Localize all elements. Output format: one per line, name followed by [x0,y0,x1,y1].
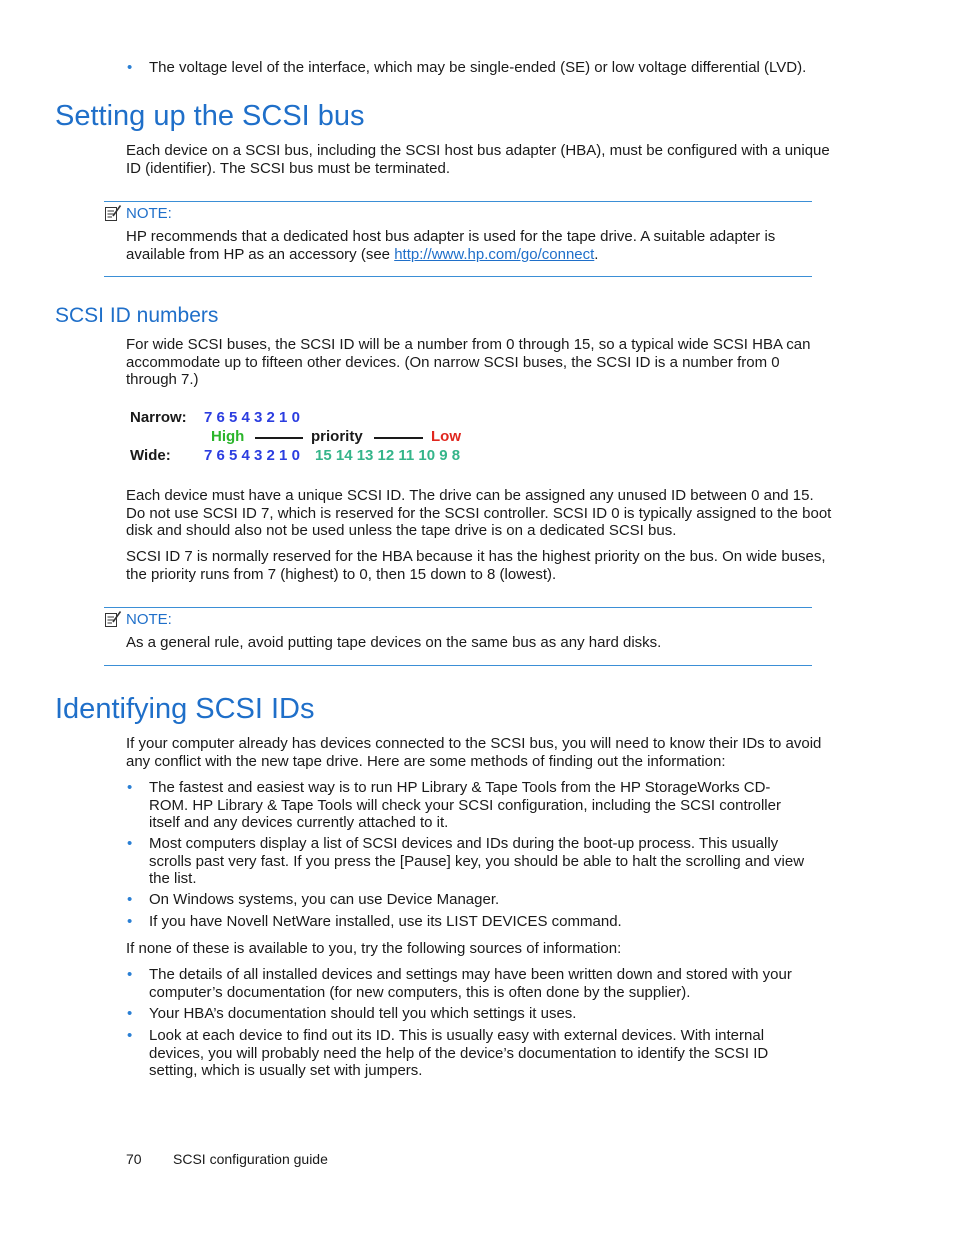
bullet-dot: • [127,1027,133,1044]
top-bullet-text: The voltage level of the interface, which may be single-ended (SE) or low voltage differential (LVD). [149,59,807,76]
note-top-rule [104,201,812,202]
low-label: Low [431,428,461,445]
bullet-dot: • [127,835,133,852]
note-label: NOTE: [126,205,172,222]
priority-line-left [255,437,303,439]
list-item: If you have Novell NetWare installed, use its LIST DEVICES command. [149,913,622,930]
bullet-dot: • [127,1005,133,1022]
list-item: Your HBA’s documentation should tell you which settings it uses. [149,1005,577,1022]
narrow-label: Narrow: [130,409,187,426]
list-item: The details of all installed devices and settings may have been written down and stored with your computer’s documentation (for new computers, this is often done by the supplier). [149,966,792,1001]
list-item: Most computers display a list of SCSI devices and IDs during the boot-up process. This usually scrolls past very fast. If you press the [Pause] key, you should be able to halt the scrolling and view the list. [149,835,805,887]
note-label: NOTE: [126,611,172,628]
hp-connect-link[interactable]: http://www.hp.com/go/connect [394,245,595,263]
note1-text-before: HP recommends that a dedicated host bus adapter is used for the tape drive. A suitable adapter is available from HP as an accessory (see [126,228,776,263]
bullet-dot: • [127,779,133,796]
note-bottom-rule [104,665,812,666]
bullet-dot: • [127,966,133,983]
section1-paragraph: Each device on a SCSI bus, including the SCSI host bus adapter (HBA), must be configured with a unique ID (identifier). The SCSI bus must be terminated. [126,142,830,177]
list-item: On Windows systems, you can use Device Manager. [149,891,500,908]
note1-text-after: . [594,245,599,263]
wide-ids-low: 7 6 5 4 3 2 1 0 [204,447,300,464]
list-item: The fastest and easiest way is to run HP Library & Tape Tools from the HP StorageWorks CD-ROM. HP Library & Tape Tools will check your SCSI configuration, including the SCSI controller itself and any devices currently attached to it. [149,779,781,831]
high-label: High [211,428,245,445]
section2-paragraph1: For wide SCSI buses, the SCSI ID will be a number from 0 through 15, so a typical wide SCSI HBA can accommodate up to fifteen other devices. (On narrow SCSI buses, the SCSI ID is a number from 0 through 7.) [126,336,811,388]
list-item: Look at each device to find out its ID. This is usually easy with external devices. With internal devices, you will probably need the help of the device’s documentation to identify the SCSI ID setting, which is usually set with jumpers. [149,1027,769,1079]
bullet-dot: • [127,59,133,76]
note-bottom-rule [104,276,812,277]
section-title-setting-up: Setting up the SCSI bus [55,100,365,132]
narrow-ids: 7 6 5 4 3 2 1 0 [204,409,300,426]
section3-paragraph1: If your computer already has devices connected to the SCSI bus, you will need to know their IDs to avoid any conflict with the new tape drive. Here are some methods of finding out the information: [126,735,822,770]
priority-line-right [374,437,423,439]
section-title-identifying-scsi-ids: Identifying SCSI IDs [55,693,315,725]
note-icon [104,610,122,628]
section-title-scsi-id-numbers: SCSI ID numbers [55,304,219,327]
priority-label: priority [311,428,363,445]
section2-paragraph2: Each device must have a unique SCSI ID. The drive can be assigned any unused ID between 0 and 15. Do not use SCSI ID 7, which is reserved for the SCSI controller. SCSI ID 0 is typically assigned to the boot disk and should also not be used unless the tape drive is on a dedicated SCSI bus. [126,487,832,539]
page-number: 70 [126,1151,142,1167]
note-icon [104,204,122,222]
bullet-dot: • [127,913,133,930]
section3-paragraph2: If none of these is available to you, try the following sources of information: [126,940,622,957]
note2-text: As a general rule, avoid putting tape devices on the same bus as any hard disks. [126,634,662,651]
section2-paragraph3: SCSI ID 7 is normally reserved for the HBA because it has the highest priority on the bus. On wide buses, the priority runs from 7 (highest) to 0, then 15 down to 8 (lowest). [126,548,826,583]
bullet-dot: • [127,891,133,908]
note-top-rule [104,607,812,608]
wide-label: Wide: [130,447,171,464]
footer-title: SCSI configuration guide [173,1151,328,1167]
note1-text [126,228,816,263]
wide-ids-high: 15 14 13 12 11 10 9 8 [315,447,461,464]
